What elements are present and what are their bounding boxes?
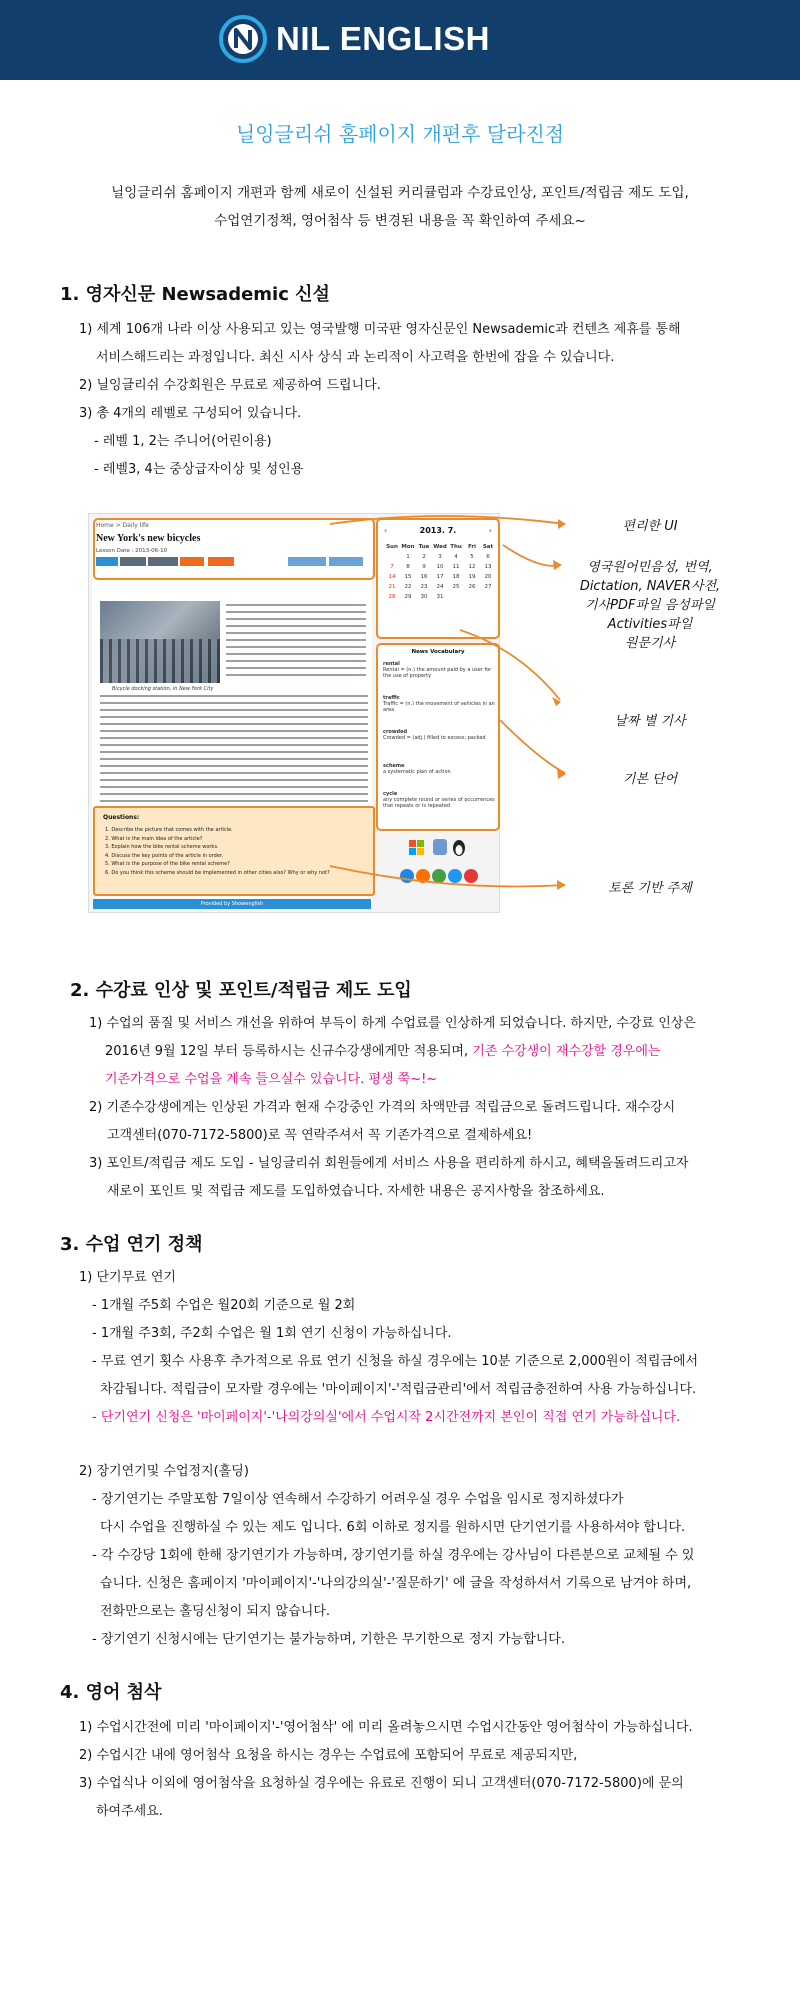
- calendar-day[interactable]: 6: [486, 554, 490, 560]
- vocab-word: cycle: [383, 791, 398, 797]
- section2-line: 1) 수업의 품질 및 서비스 개선을 위하여 부득이 하게 수업료를 인상하게 되었습니다. 하지만, 수강료 인상은: [89, 1016, 696, 1031]
- intro-line: 닐잉글리쉬 홈페이지 개편과 함께 새로이 신설된 커리큘럼과 수강료인상, 포인트/적립금 제도 도입,: [111, 185, 689, 201]
- calendar-day[interactable]: 13: [484, 564, 492, 570]
- callout-discussion-topics: 토론 기반 주제: [608, 881, 692, 896]
- section3-line: 2) 장기연기및 수업정지(홀딩): [79, 1464, 249, 1479]
- question-item: 6. Do you think this scheme should be implemented in other cities also? Why or why not?: [105, 869, 330, 876]
- callout-line: 영국원어민음성, 번역,: [587, 560, 713, 575]
- calendar-day[interactable]: 28: [388, 594, 396, 600]
- section3-line: 습니다. 신청은 홈페이지 '마이페이지'-'나의강의실'-'질문하기' 에 글을 작성하셔서 기록으로 남겨야 하며,: [100, 1576, 692, 1591]
- callout-basic-words: 기본 단어: [622, 772, 678, 787]
- section1-line: 3) 총 4개의 레벨로 구성되어 있습니다.: [79, 406, 302, 421]
- calendar-day[interactable]: 18: [452, 574, 460, 580]
- callout-features: [570, 556, 730, 651]
- calendar-day[interactable]: 20: [484, 574, 492, 580]
- calendar-day[interactable]: 1: [406, 554, 410, 560]
- calendar-day[interactable]: 17: [436, 574, 444, 580]
- section1-line: 2) 닐잉글리쉬 수강회원은 무료로 제공하여 드립니다.: [79, 378, 381, 393]
- vocab-def: Crowded = (adj.) filled to excess; packed: [383, 735, 486, 741]
- section3-title: 3. 수업 연기 정책: [60, 1234, 203, 1255]
- section4-title: 4. 영어 첨삭: [60, 1682, 162, 1703]
- calendar-day[interactable]: 22: [404, 584, 412, 590]
- section1-line: - 레벨 1, 2는 주니어(어린이용): [94, 434, 272, 449]
- calendar-day[interactable]: 12: [468, 564, 476, 570]
- section2-line: [105, 1040, 660, 1059]
- callout-line: Dictation, NAVER사전,: [579, 579, 721, 594]
- section3-highlight-line: - 단기연기 신청은 '마이페이지'-'나의강의실'에서 수업시작 2시간전까지 본인이 직접 연기 가능하십니다.: [92, 1410, 681, 1425]
- section3-line: - 무료 연기 횟수 사용후 추가적으로 유료 연기 신청을 하실 경우에는 10분 기준으로 2,000원이 적립금에서: [92, 1354, 699, 1369]
- callout-date-articles: 날짜 별 기사: [614, 714, 686, 729]
- section2-highlight: 기존 수강생이 재수강할 경우에는: [472, 1044, 661, 1059]
- callout-line: 기사PDF파일 음성파일: [585, 598, 715, 613]
- calendar-day[interactable]: 23: [420, 584, 428, 590]
- calendar-day[interactable]: 29: [404, 594, 412, 600]
- article-title: New York's new bicycles: [96, 533, 201, 544]
- calendar-day[interactable]: 9: [422, 564, 426, 570]
- arrow-vocab: [500, 720, 565, 773]
- calendar-day[interactable]: 25: [452, 584, 460, 590]
- calendar-day[interactable]: 15: [404, 574, 412, 580]
- arrow-audio: [503, 545, 560, 566]
- callout-line: 원문기사: [624, 636, 676, 651]
- prev-month-icon[interactable]: ‹: [384, 526, 388, 535]
- callout-line: Activities파일: [607, 617, 693, 632]
- section2-line: 2) 기존수강생에게는 인상된 가격과 현재 수강중인 가격의 차액만큼 적립금으로 돌려드립니다. 재수강시: [89, 1100, 676, 1115]
- calendar-weekday: Sat: [482, 544, 494, 550]
- calendar-weekday: Thu: [450, 544, 462, 550]
- section3-line: - 각 수강당 1회에 한해 장기연기가 가능하며, 장기연기를 하실 경우에는 강사님이 다른분으로 교체될 수 있: [92, 1548, 695, 1563]
- calendar-day[interactable]: 4: [454, 554, 458, 560]
- calendar-weekday: Sun: [386, 544, 398, 550]
- next-month-icon[interactable]: ›: [488, 526, 492, 535]
- calendar-title: 2013. 7.: [419, 526, 457, 535]
- calendar-day[interactable]: 14: [388, 574, 396, 580]
- page-title: 닐잉글리쉬 홈페이지 개편후 달라진점: [235, 122, 565, 146]
- section3-line: - 장기연기는 주말포함 7일이상 연속해서 수강하기 어려우실 경우 수업을 임시로 정지하셨다가: [92, 1492, 624, 1507]
- calendar-day[interactable]: 26: [468, 584, 476, 590]
- provided-by-bar: Provided by Showenglish: [93, 899, 371, 909]
- calendar-day[interactable]: 19: [468, 574, 476, 580]
- question-item: 1. Describe the picture that comes with the article.: [105, 827, 233, 833]
- section3-line: - 1개월 주5회 수업은 월20회 기준으로 월 2회: [92, 1298, 356, 1313]
- vocab-title: News Vocabulary: [411, 649, 465, 655]
- vocab-word: scheme: [383, 763, 405, 769]
- vocab-word: rental: [383, 661, 400, 667]
- section1-line: 서비스해드리는 과정입니다. 최신 시사 상식 과 논리적이 사고력을 한번에 잡을 수 있습니다.: [96, 350, 615, 365]
- vocab-word: traffic: [383, 695, 400, 701]
- section4-line: 하여주세요.: [96, 1804, 163, 1819]
- calendar-weekday: Fri: [467, 544, 476, 550]
- arrow-date: [460, 630, 560, 700]
- arrow-topic: [330, 866, 565, 886]
- question-item: 4. Discuss the key points of the article in order.: [105, 852, 224, 859]
- calendar-day[interactable]: 21: [388, 584, 396, 590]
- question-item: 5. What is the purpose of the bike rental scheme?: [105, 861, 230, 867]
- calendar-day[interactable]: 16: [420, 574, 428, 580]
- logo-text: NIL ENGLISH: [276, 20, 490, 57]
- calendar-day[interactable]: 30: [420, 594, 428, 600]
- section3-line: 1) 단기무료 연기: [79, 1270, 176, 1285]
- calendar-day[interactable]: 31: [436, 594, 444, 600]
- section3-line: 전화만으로는 홀딩신청이 되지 않습니다.: [100, 1604, 331, 1619]
- calendar-weekday: Tue: [418, 544, 430, 550]
- calendar-day[interactable]: 2: [422, 554, 426, 560]
- calendar-day[interactable]: 11: [452, 564, 460, 570]
- questions-title: Questions:: [103, 814, 140, 821]
- vocab-def: Rental = (n.) the amount paid by a user for the use of property: [383, 667, 492, 679]
- breadcrumb: Home > Daily life: [96, 522, 149, 529]
- calendar-weekday: Mon: [401, 544, 415, 550]
- section2-title: 2. 수강료 인상 및 포인트/적립금 제도 도입: [70, 980, 412, 1001]
- section1-line: 1) 세계 106개 나라 이상 사용되고 있는 영국발행 미국판 영자신문인 Newsademic과 컨텐츠 제휴를 통해: [79, 322, 681, 337]
- calendar-day[interactable]: 5: [470, 554, 474, 560]
- section4-line: 3) 수업식나 이외에 영어첨삭을 요청하실 경우에는 유료로 진행이 되니 고객센터(070-7172-5800)에 문의: [79, 1776, 684, 1791]
- calendar-day[interactable]: 3: [438, 554, 442, 560]
- calendar-day[interactable]: 24: [436, 584, 444, 590]
- vocab-word: crowded: [383, 729, 408, 735]
- section3-line: - 장기연기 신청시에는 단기연기는 불가능하며, 기한은 무기한으로 정지 가능합니다.: [92, 1632, 565, 1647]
- section4-line: 1) 수업시간전에 미리 '마이페이지'-'영어첨삭' 에 미리 올려놓으시면 수업시간동안 영어첨삭이 가능하십니다.: [79, 1720, 693, 1735]
- section3-line: - 1개월 주3회, 주2회 수업은 월 1회 연기 신청이 가능하십니다.: [92, 1326, 452, 1341]
- section1-title: 1. 영자신문 Newsademic 신설: [60, 284, 330, 305]
- calendar-day[interactable]: 7: [390, 564, 394, 570]
- calendar-day[interactable]: 27: [484, 584, 492, 590]
- section2-text: 2016년 9월 12일 부터 등록하시는 신규수강생에게만 적용되며,: [105, 1044, 473, 1059]
- section1-line: - 레벨3, 4는 중상급자이상 및 성인용: [94, 462, 304, 477]
- section2-line: 3) 포인트/적립금 제도 도입 - 닐잉글리쉬 회원들에게 서비스 사용을 편리하게 하시고, 혜택을돌려드리고자: [89, 1156, 689, 1171]
- vocab-def: a systematic plan of action: [383, 769, 451, 775]
- vocab-def: Traffic = (n.) the movement of vehicles in an area: [383, 701, 495, 713]
- section3-line: 차감됩니다. 적립금이 모자랄 경우에는 '마이페이지'-'적립금관리'에서 적립금충전하여 사용 가능하십니다.: [100, 1382, 697, 1397]
- section3-line: 다시 수업을 진행하실 수 있는 제도 입니다. 6회 이하로 정지를 원하시면 단기연기를 사용하셔야 합니다.: [100, 1520, 686, 1535]
- question-item: 2. What is the main idea of the article?: [105, 835, 203, 842]
- calendar-weekday: Wed: [433, 544, 447, 550]
- photo-caption: Bicycle docking station, in New York City: [112, 686, 214, 692]
- callout-convenient-ui: 편리한 UI: [622, 519, 678, 534]
- arrow-ui: [330, 516, 565, 524]
- lesson-date: Lesson Date : 2013-06-10: [96, 548, 168, 554]
- section2-line: 고객센터(070-7172-5800)로 꼭 연락주셔서 꼭 기존가격으로 결제하세요!: [107, 1128, 533, 1143]
- question-item: 3. Explain how the bike rental scheme works.: [105, 844, 219, 850]
- section4-line: 2) 수업시간 내에 영어첨삭 요청을 하시는 경우는 수업료에 포함되어 무료로 제공되지만,: [79, 1748, 578, 1763]
- intro-line: 수업연기정책, 영어첨삭 등 변경된 내용을 꼭 확인하여 주세요~: [214, 213, 586, 229]
- section2-highlight-line: 기존가격으로 수업을 계속 들으실수 있습니다. 평생 쭉~!~: [105, 1072, 438, 1087]
- calendar-day[interactable]: 10: [436, 564, 444, 570]
- section2-line: 새로이 포인트 및 적립금 제도를 도입하였습니다. 자세한 내용은 공지사항을 참조하세요.: [107, 1184, 605, 1199]
- vocab-def: any complete round or series of occurrences that repeats or is repeated: [383, 797, 495, 809]
- calendar-day[interactable]: 8: [406, 564, 410, 570]
